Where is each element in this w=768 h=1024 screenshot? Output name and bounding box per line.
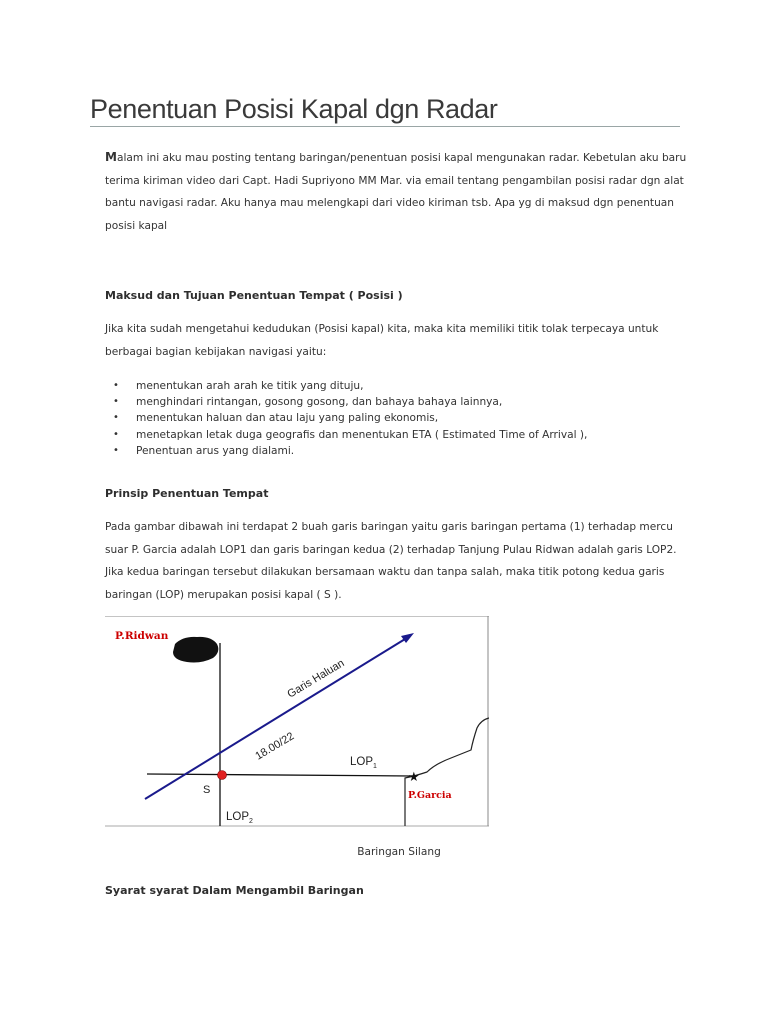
- island-ridwan-icon: [173, 637, 218, 663]
- intro-text: alam ini aku mau posting tentang baringan/penentuan posisi kapal mengunakan radar. Kebetulan aku baru terima kiriman video dari Capt. Hadi Supriyono MM Mar. via email tentang pengambilan posisi radar dgn alat bantu navigasi radar. Aku hanya mau melengkapi dari video kiriman tsb. Apa yg di maksud dgn penentuan posisi kapal: [105, 152, 687, 232]
- intro-paragraph: [105, 146, 695, 237]
- bullet-icon: •: [113, 396, 119, 408]
- bullet-icon: •: [113, 444, 119, 456]
- label-lop1: $LOP_1$: [350, 756, 377, 770]
- label-p-garcia: P.Garcia: [408, 790, 452, 801]
- label-course: 18.00/22: [253, 730, 297, 763]
- bearing-diagram: [105, 616, 489, 828]
- label-garis-haluan: Garis Haluan: [285, 657, 347, 701]
- section-paragraph-maksud: Jika kita sudah mengetahui kedudukan (Posisi kapal) kita, maka kita memiliki titik tolak terpecaya untuk berbagai bagian kebijakan navigasi yaitu:: [105, 323, 659, 358]
- bullet-icon: •: [113, 412, 119, 424]
- position-dot-icon: [218, 771, 227, 780]
- list-item: [105, 394, 587, 410]
- page-title: Penentuan Posisi Kapal dgn Radar: [90, 92, 680, 127]
- list-item-text: menetapkan letak duga geografis dan menentukan ETA ( Estimated Time of Arrival ),: [136, 428, 588, 441]
- bullet-icon: •: [113, 380, 119, 391]
- list-item: [105, 378, 587, 394]
- bullet-list: [105, 378, 587, 459]
- section-heading-prinsip: Prinsip Penentuan Tempat: [105, 487, 269, 500]
- label-p-ridwan: P.Ridwan: [115, 630, 169, 642]
- lighthouse-star-icon: ★: [408, 770, 420, 785]
- label-s: S: [203, 784, 211, 796]
- list-item: [105, 410, 587, 426]
- section-heading-syarat: Syarat syarat Dalam Mengambil Baringan: [105, 884, 364, 897]
- intro-lead-letter: M: [105, 150, 117, 164]
- section-heading-maksud: Maksud dan Tujuan Penentuan Tempat ( Posisi ): [105, 289, 403, 302]
- list-item-text: menentukan arah arah ke titik yang dituju,: [136, 380, 364, 392]
- label-lop2: $LOP_2$: [226, 811, 253, 825]
- figure-caption: Baringan Silang: [357, 846, 441, 858]
- list-item-text: menentukan haluan dan atau laju yang paling ekonomis,: [136, 412, 439, 425]
- list-item: [105, 443, 587, 459]
- list-item-text: menghindari rintangan, gosong gosong, dan bahaya bahaya lainnya,: [136, 396, 503, 409]
- list-item-text: Penentuan arus yang dialami.: [136, 444, 295, 457]
- section-paragraph-prinsip: Pada gambar dibawah ini terdapat 2 buah garis baringan yaitu garis baringan pertama (1) terhadap mercu suar P. Garcia adalah LOP1 dan garis baringan kedua (2) terhadap Tanjung Pulau Ridwan adalah garis LOP2. Jika kedua baringan tersebut dilakukan bersamaan waktu dan tanpa salah, maka titik potong kedua garis baringan (LOP) merupakan posisi kapal ( S ).: [105, 521, 677, 601]
- bullet-icon: •: [113, 428, 119, 440]
- list-item: [105, 427, 587, 443]
